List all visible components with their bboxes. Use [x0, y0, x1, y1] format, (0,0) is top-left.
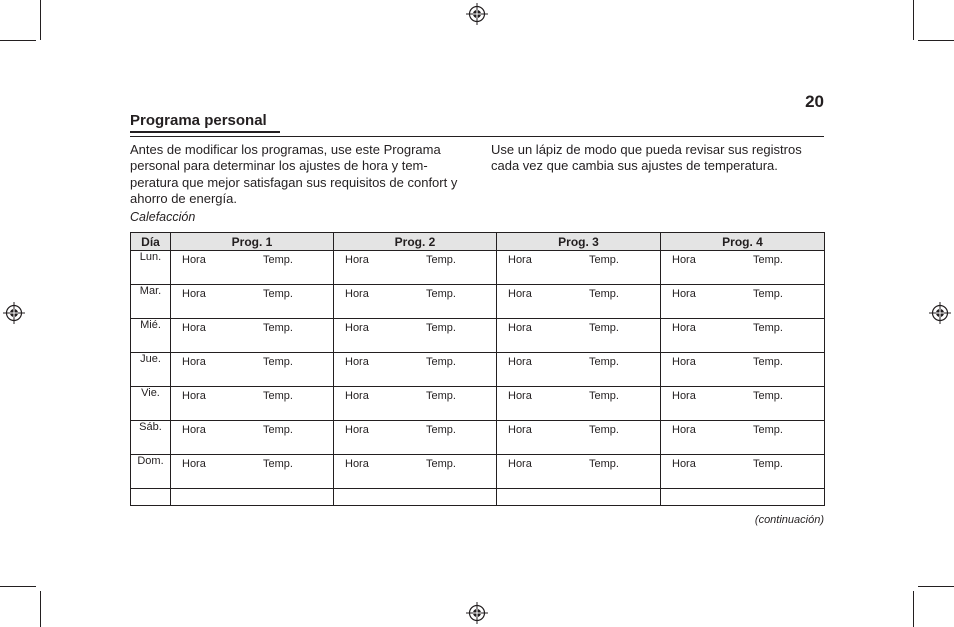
temp-label: Temp. — [426, 424, 456, 436]
section-divider — [130, 136, 824, 137]
registration-mark-icon — [929, 302, 951, 324]
program-slot-cell[interactable] — [661, 285, 825, 319]
continued-note: (continuación) — [754, 514, 824, 526]
registration-mark-icon — [466, 602, 488, 624]
temp-label: Temp. — [263, 322, 293, 334]
program-slot-cell[interactable] — [171, 319, 334, 353]
column-header-prog-1: Prog. 1 — [171, 233, 334, 251]
program-slot-cell[interactable] — [171, 387, 334, 421]
intro-paragraph-right: Use un lápiz de modo que pueda revisar sus registros cada vez que cambia sus ajustes de temperatura. — [491, 142, 802, 174]
temp-label: Temp. — [589, 288, 619, 300]
column-header-prog-4: Prog. 4 — [661, 233, 825, 251]
day-cell: Sáb. — [131, 421, 171, 455]
temp-label: Temp. — [263, 458, 293, 470]
temp-label: Temp. — [753, 458, 783, 470]
hour-label: Hora — [182, 254, 206, 266]
program-slot-cell[interactable] — [334, 387, 497, 421]
hour-label: Hora — [672, 254, 696, 266]
hour-label: Hora — [345, 458, 369, 470]
program-slot-cell[interactable] — [497, 455, 661, 489]
crop-mark — [40, 0, 41, 40]
program-slot-cell[interactable] — [334, 251, 497, 285]
program-slot-cell[interactable] — [334, 319, 497, 353]
crop-mark — [913, 0, 914, 40]
program-slot-cell[interactable] — [661, 387, 825, 421]
crop-mark — [0, 586, 36, 587]
registration-mark-icon — [3, 302, 25, 324]
title-underline — [130, 131, 280, 133]
table-row — [131, 455, 825, 489]
table-row — [131, 421, 825, 455]
hour-label: Hora — [182, 356, 206, 368]
day-cell: Lun. — [131, 251, 171, 285]
table-header-row — [131, 233, 825, 251]
hour-label: Hora — [182, 322, 206, 334]
hour-label: Hora — [182, 458, 206, 470]
hour-label: Hora — [672, 390, 696, 402]
temp-label: Temp. — [589, 390, 619, 402]
temp-label: Temp. — [753, 390, 783, 402]
temp-label: Temp. — [426, 458, 456, 470]
temp-label: Temp. — [426, 356, 456, 368]
program-slot-cell[interactable] — [171, 421, 334, 455]
blank-cell — [171, 489, 334, 506]
intro-paragraph-left: Antes de modificar los programas, use este Programa personal para determinar los ajustes de hora y tem-peratura que mejor satisfagan sus requisitos de confort y ahorro de energía. — [130, 142, 458, 206]
temp-label: Temp. — [753, 356, 783, 368]
hour-label: Hora — [508, 322, 532, 334]
page-title: Programa personal — [130, 112, 267, 129]
table-row — [131, 251, 825, 285]
crop-mark — [918, 40, 954, 41]
page-number: 20 — [805, 92, 824, 111]
temp-label: Temp. — [426, 288, 456, 300]
program-slot-cell[interactable] — [171, 251, 334, 285]
program-slot-cell[interactable] — [171, 353, 334, 387]
program-slot-cell[interactable] — [171, 285, 334, 319]
crop-mark — [913, 591, 914, 627]
blank-cell — [661, 489, 825, 506]
blank-cell — [334, 489, 497, 506]
column-header-prog-3: Prog. 3 — [497, 233, 661, 251]
temp-label: Temp. — [263, 288, 293, 300]
temp-label: Temp. — [589, 424, 619, 436]
hour-label: Hora — [182, 390, 206, 402]
column-header-prog-2: Prog. 2 — [334, 233, 497, 251]
temp-label: Temp. — [753, 288, 783, 300]
hour-label: Hora — [182, 424, 206, 436]
hour-label: Hora — [345, 356, 369, 368]
program-slot-cell[interactable] — [497, 285, 661, 319]
temp-label: Temp. — [263, 390, 293, 402]
program-slot-cell[interactable] — [497, 353, 661, 387]
table-row — [131, 285, 825, 319]
table-row — [131, 353, 825, 387]
hour-label: Hora — [672, 322, 696, 334]
blank-cell — [497, 489, 661, 506]
blank-cell — [131, 489, 171, 506]
day-cell: Dom. — [131, 455, 171, 489]
temp-label: Temp. — [426, 322, 456, 334]
program-slot-cell[interactable] — [334, 353, 497, 387]
crop-mark — [40, 591, 41, 627]
hour-label: Hora — [508, 458, 532, 470]
hour-label: Hora — [672, 424, 696, 436]
program-slot-cell[interactable] — [497, 387, 661, 421]
hour-label: Hora — [345, 254, 369, 266]
hour-label: Hora — [508, 424, 532, 436]
program-slot-cell[interactable] — [334, 285, 497, 319]
hour-label: Hora — [508, 254, 532, 266]
program-slot-cell[interactable] — [497, 251, 661, 285]
program-slot-cell[interactable] — [661, 455, 825, 489]
hour-label: Hora — [672, 356, 696, 368]
program-slot-cell[interactable] — [334, 455, 497, 489]
hour-label: Hora — [345, 322, 369, 334]
temp-label: Temp. — [589, 356, 619, 368]
column-header-day: Día — [131, 233, 171, 251]
temp-label: Temp. — [263, 356, 293, 368]
hour-label: Hora — [345, 288, 369, 300]
program-slot-cell[interactable] — [661, 251, 825, 285]
crop-mark — [0, 40, 36, 41]
hour-label: Hora — [508, 288, 532, 300]
table-row-blank — [131, 489, 825, 506]
program-slot-cell[interactable] — [497, 421, 661, 455]
schedule-table — [130, 232, 825, 506]
program-slot-cell[interactable] — [661, 353, 825, 387]
temp-label: Temp. — [426, 390, 456, 402]
program-slot-cell[interactable] — [661, 319, 825, 353]
program-slot-cell[interactable] — [661, 421, 825, 455]
temp-label: Temp. — [753, 322, 783, 334]
temp-label: Temp. — [753, 424, 783, 436]
temp-label: Temp. — [426, 254, 456, 266]
hour-label: Hora — [508, 356, 532, 368]
temp-label: Temp. — [263, 254, 293, 266]
program-slot-cell[interactable] — [334, 421, 497, 455]
temp-label: Temp. — [589, 458, 619, 470]
crop-mark — [918, 586, 954, 587]
day-cell: Vie. — [131, 387, 171, 421]
day-cell: Jue. — [131, 353, 171, 387]
hour-label: Hora — [672, 458, 696, 470]
table-row — [131, 319, 825, 353]
temp-label: Temp. — [753, 254, 783, 266]
registration-mark-icon — [466, 3, 488, 25]
temp-label: Temp. — [589, 322, 619, 334]
program-slot-cell[interactable] — [171, 455, 334, 489]
temp-label: Temp. — [263, 424, 293, 436]
hour-label: Hora — [182, 288, 206, 300]
day-cell: Mar. — [131, 285, 171, 319]
day-cell: Mié. — [131, 319, 171, 353]
temp-label: Temp. — [589, 254, 619, 266]
table-subheading: Calefacción — [130, 210, 196, 224]
hour-label: Hora — [345, 390, 369, 402]
program-slot-cell[interactable] — [497, 319, 661, 353]
hour-label: Hora — [345, 424, 369, 436]
table-row — [131, 387, 825, 421]
hour-label: Hora — [508, 390, 532, 402]
hour-label: Hora — [672, 288, 696, 300]
